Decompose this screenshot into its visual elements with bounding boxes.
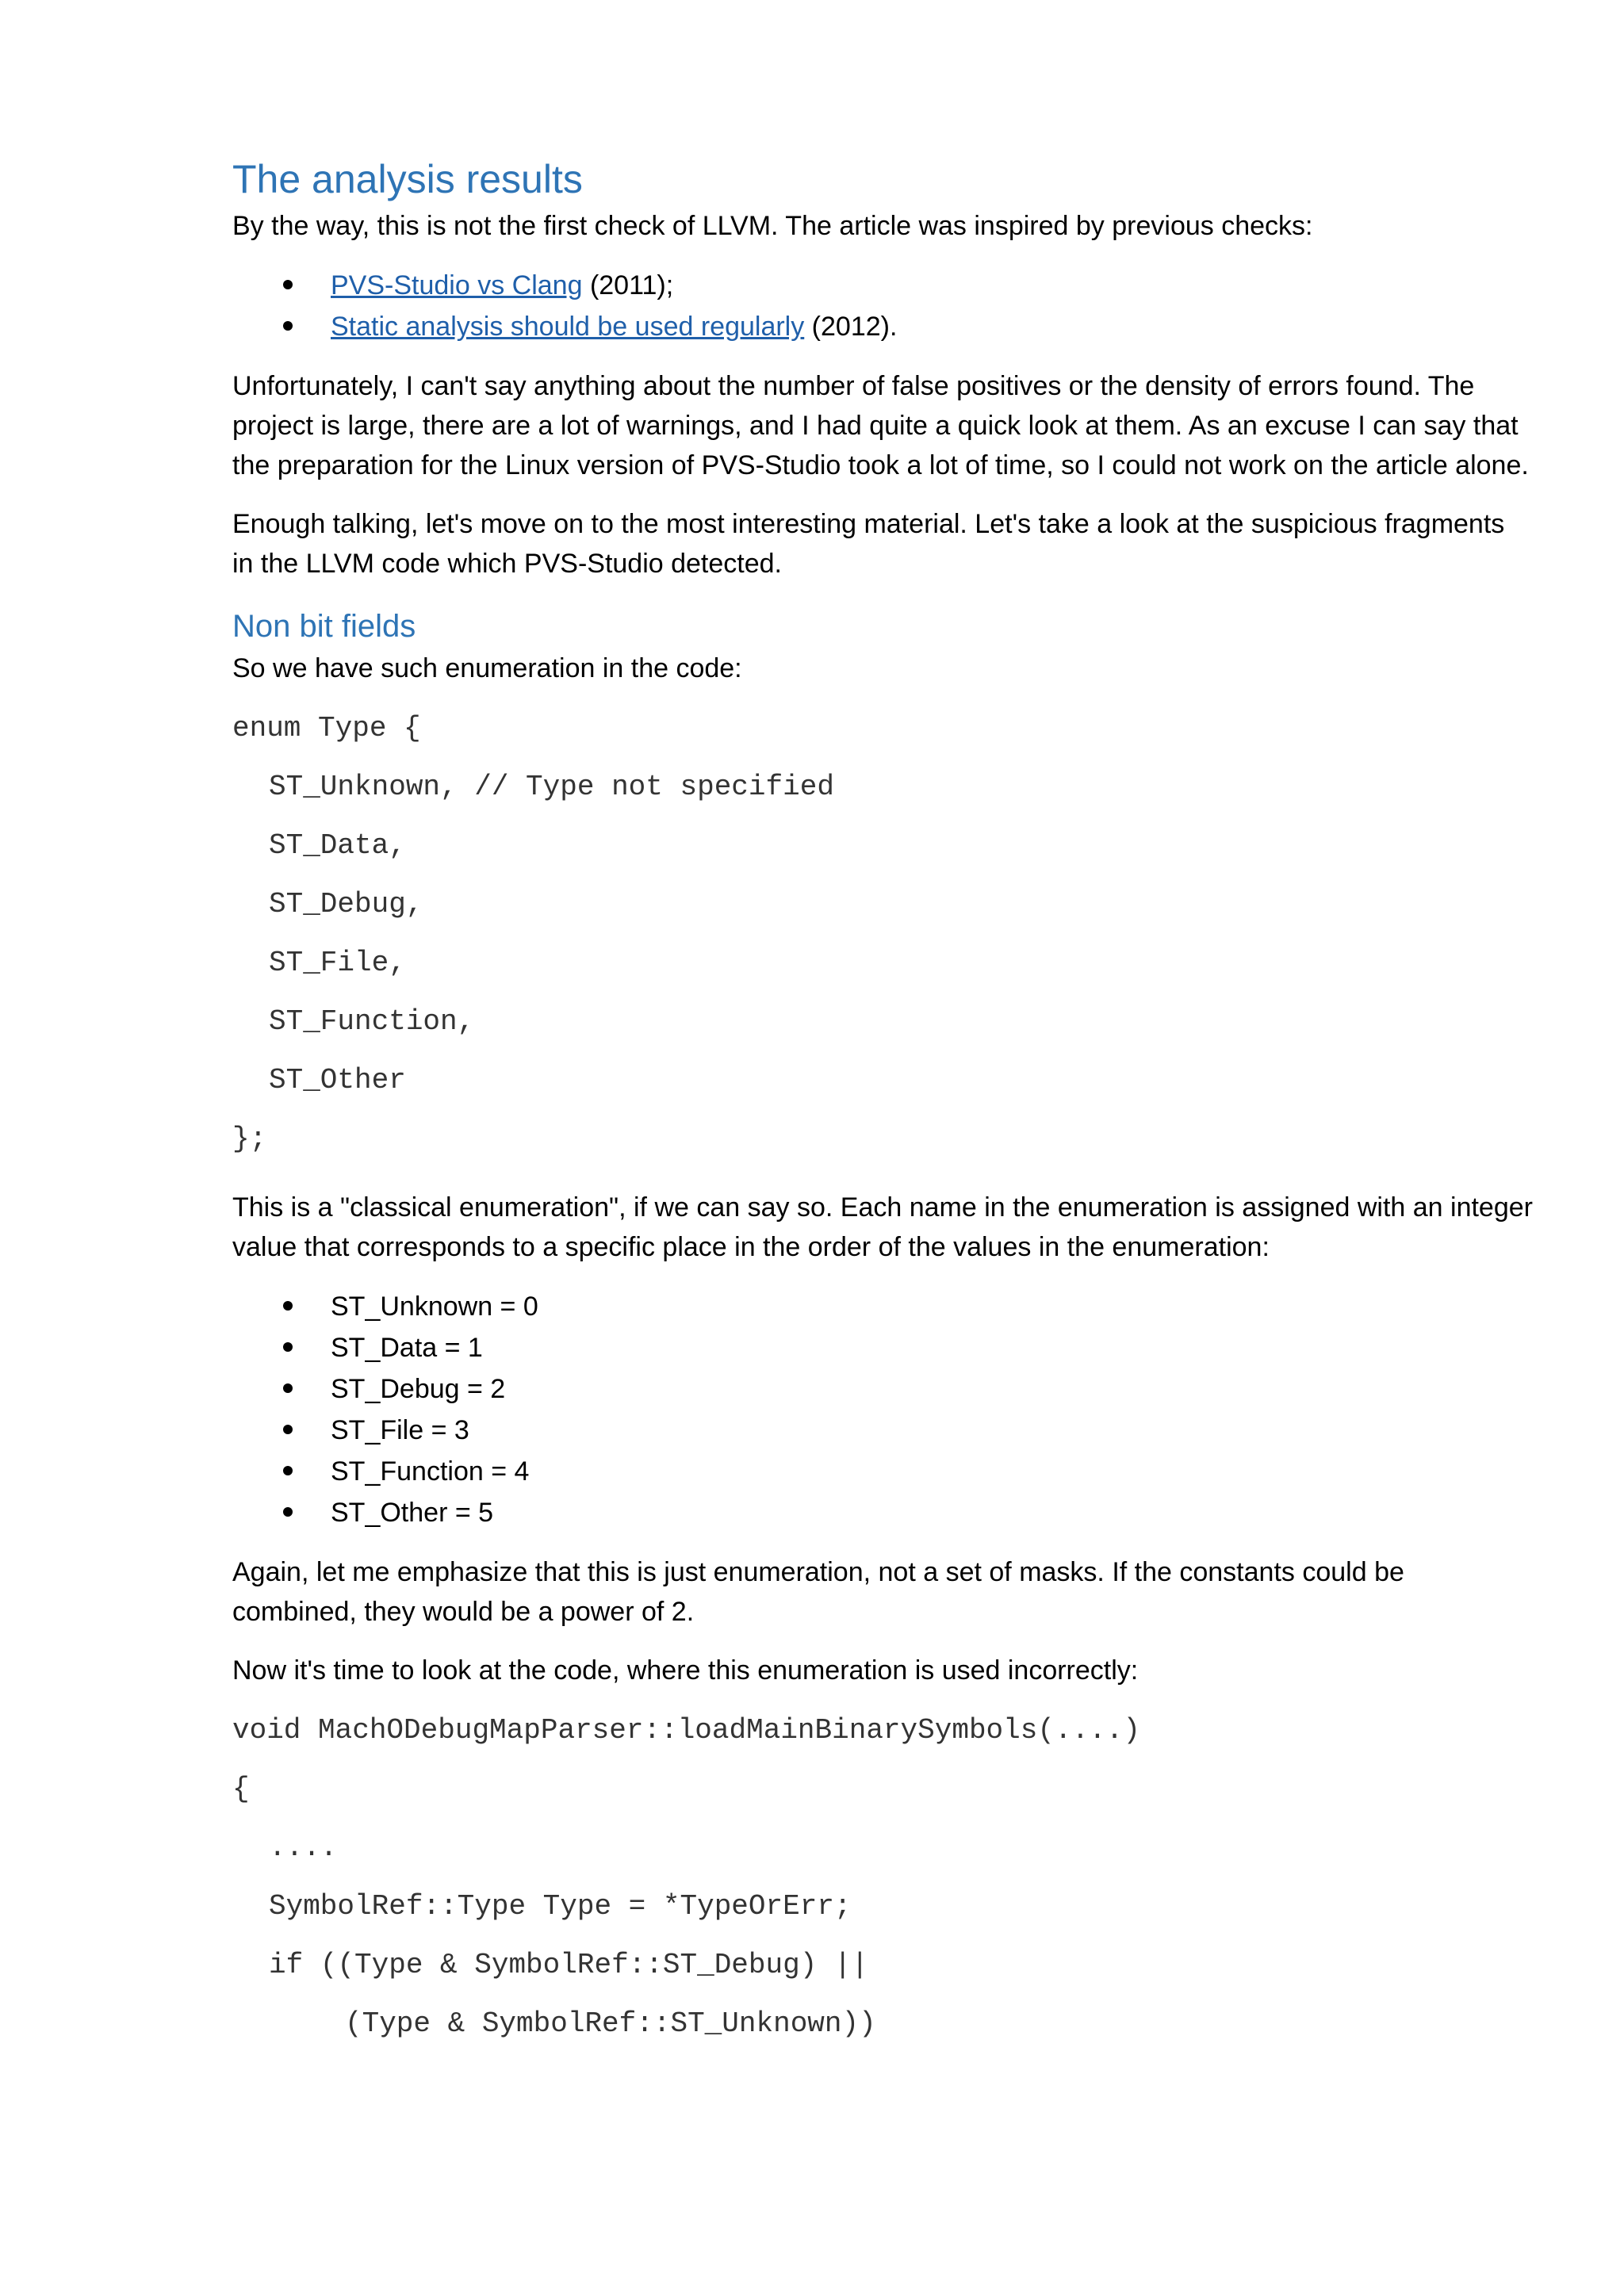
code-line: (Type & SymbolRef::ST_Unknown)): [345, 2007, 876, 2040]
list-item: [232, 265, 1533, 306]
code-line: SymbolRef::Type Type = *TypeOrErr;: [269, 1890, 852, 1923]
list-item: ST_File = 3: [232, 1410, 1533, 1451]
bullet-icon: [283, 1383, 293, 1393]
bullet-icon: [283, 1425, 293, 1434]
bullet-icon: [283, 1466, 293, 1475]
enum-values-list: [232, 1286, 1533, 1533]
list-item: ST_Other = 5: [232, 1492, 1533, 1533]
enough-talking-paragraph: Enough talking, let's move on to the most interesting material. Let's take a look at the suspicious fragments in the LLVM code which PVS-Studio detected.: [232, 509, 1505, 579]
bullet-icon: [283, 1507, 293, 1517]
code-line: void MachODebugMapParser::loadMainBinarySymbols(....): [232, 1714, 1140, 1747]
list-item: ST_Data = 1: [232, 1327, 1533, 1368]
code-line: ST_Unknown, // Type not specified: [269, 771, 834, 803]
bullet-icon: [283, 1301, 293, 1311]
list-item: ST_Function = 4: [232, 1451, 1533, 1492]
bullet-icon: [283, 1342, 293, 1352]
code-line: if ((Type & SymbolRef::ST_Debug) ||: [269, 1949, 869, 1981]
list-item: ST_Debug = 2: [232, 1368, 1533, 1410]
code-line: ST_Debug,: [269, 888, 423, 920]
list-item-suffix: (2011);: [582, 270, 674, 300]
list-item-suffix: (2012).: [804, 312, 898, 342]
masks-paragraph: Again, let me emphasize that this is just enumeration, not a set of masks. If the constants could be combined, they would be a power of 2.: [232, 1557, 1404, 1627]
page-title: The analysis results: [232, 157, 583, 201]
bullet-icon: [283, 321, 293, 331]
code-line: enum Type {: [232, 712, 421, 744]
classical-enum-paragraph: This is a "classical enumeration", if we can say so. Each name in the enumeration is assigned with an integer value that corresponds to a specific place in the order of the values in the enumeration:: [232, 1192, 1533, 1262]
code-line: ST_Data,: [269, 829, 406, 862]
enum-code-block: [232, 699, 1533, 1169]
bullet-icon: [283, 280, 293, 289]
code-line: ST_File,: [269, 947, 406, 979]
previous-checks-list: [232, 265, 1533, 347]
section-title: Non bit fields: [232, 609, 416, 644]
list-item: ST_Unknown = 0: [232, 1286, 1533, 1327]
code-line: ST_Function,: [269, 1005, 475, 1038]
link-pvs-vs-clang[interactable]: PVS-Studio vs Clang: [331, 270, 583, 300]
incorrect-usage-paragraph: Now it's time to look at the code, where this enumeration is used incorrectly:: [232, 1655, 1139, 1686]
list-item: [232, 306, 1533, 347]
section-intro: So we have such enumeration in the code:: [232, 653, 742, 683]
article-body: [232, 155, 1533, 2053]
code-line: };: [232, 1123, 267, 1155]
link-static-analysis-regularly[interactable]: Static analysis should be used regularly: [331, 312, 805, 342]
code-line: {: [232, 1773, 250, 1805]
code-line: ....: [269, 1831, 338, 1864]
function-code-block: [232, 1701, 1533, 2053]
false-positives-paragraph: Unfortunately, I can't say anything about the number of false positives or the density of errors found. The project is large, there are a lot of warnings, and I had quite a quick look at them. As an excuse I can say that the preparation for the Linux version of PVS-Studio took a lot of time, so I could not work on the article alone.: [232, 371, 1529, 480]
code-line: ST_Other: [269, 1064, 406, 1096]
intro-paragraph: By the way, this is not the first check of LLVM. The article was inspired by previous checks:: [232, 211, 1313, 241]
